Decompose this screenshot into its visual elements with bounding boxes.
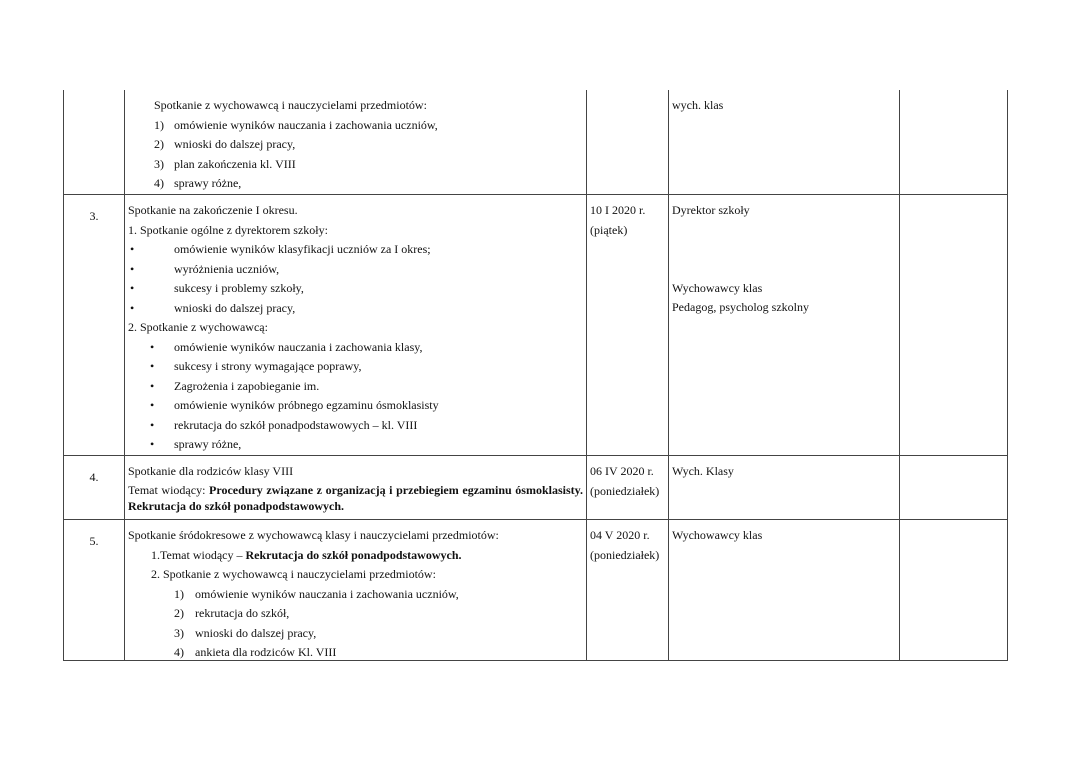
responsible-cell: [672, 526, 897, 546]
meeting-title: Spotkanie z wychowawcą i nauczycielami przedmiotów:: [154, 98, 427, 112]
meeting-topic: 1.Temat wiodący – Rekrutacja do szkół ponadpodstawowych.: [151, 547, 462, 562]
meetings-table: [63, 90, 1008, 661]
list-item: 2) rekrutacja do szkół,: [174, 606, 290, 620]
table-row: [64, 456, 1007, 520]
day-text: (poniedziałek): [590, 483, 660, 498]
list-item: • wyróżnienia uczniów,: [130, 261, 280, 276]
list-item: • omówienie wyników klasyfikacji uczniów za I okres;: [130, 242, 431, 256]
list-item: • sukcesy i strony wymagające poprawy,: [150, 359, 362, 373]
date-cell: [590, 526, 668, 565]
date-cell: [590, 462, 668, 501]
day-text: (poniedziałek): [590, 547, 660, 562]
responsible-text: Dyrektor szkoły: [672, 203, 750, 217]
responsible-cell: [672, 96, 897, 116]
list-item: 4) sprawy różne,: [154, 176, 242, 190]
row-number: 4.: [89, 470, 99, 484]
description-cell: [128, 462, 583, 514]
list-item: 3) wnioski do dalszej pracy,: [174, 625, 317, 640]
responsible-text: Pedagog, psycholog szkolny: [672, 300, 809, 314]
responsible-text: Wychowawcy klas: [672, 528, 763, 542]
row-number: 5.: [89, 534, 99, 548]
list-item: • omówienie wyników próbnego egzaminu ósmoklasisty: [150, 398, 439, 412]
date-text: 10 I 2020 r.: [590, 203, 646, 217]
description-cell: [128, 201, 583, 455]
list-item: 1) omówienie wyników nauczania i zachowania uczniów,: [174, 586, 459, 601]
list-item: • Zagrożenia i zapobieganie im.: [150, 378, 320, 393]
responsible-text: wych. klas: [672, 98, 724, 112]
subheading: 1. Spotkanie ogólne z dyrektorem szkoły:: [128, 222, 328, 237]
responsible-cell: [672, 462, 897, 482]
table-row: [64, 90, 1007, 195]
list-item: 4) ankieta dla rodziców Kl. VIII: [174, 645, 337, 659]
list-item: • omówienie wyników nauczania i zachowania klasy,: [150, 339, 423, 354]
list-item: 3) plan zakończenia kl. VIII: [154, 156, 296, 171]
list-item: 2) wnioski do dalszej pracy,: [154, 137, 296, 151]
date-text: 06 IV 2020 r.: [590, 464, 654, 478]
responsible-text: Wych. Klasy: [672, 464, 734, 478]
description-cell: [128, 96, 583, 194]
meeting-title: Spotkanie śródokresowe z wychowawcą klasy i nauczycielami przedmiotów:: [128, 528, 499, 542]
description-cell: [128, 526, 583, 663]
table-row: [64, 520, 1007, 661]
list-item: 1) omówienie wyników nauczania i zachowania uczniów,: [154, 117, 438, 132]
responsible-cell: [672, 201, 897, 318]
responsible-text: Wychowawcy klas: [672, 280, 763, 295]
list-item: • wnioski do dalszej pracy,: [130, 300, 296, 315]
day-text: (piątek): [590, 222, 628, 237]
meeting-topic: Temat wiodący: Procedury związane z organizacją i przebiegiem egzaminu ósmoklasisty. Rekrutacja do szkół ponadpodstawowych.: [128, 482, 583, 513]
meeting-title: Spotkanie dla rodziców klasy VIII: [128, 464, 294, 478]
meeting-title: Spotkanie na zakończenie I okresu.: [128, 203, 298, 217]
list-item: • sprawy różne,: [150, 437, 242, 451]
table-row: [64, 195, 1007, 456]
subheading: 2. Spotkanie z wychowawcą i nauczycielami przedmiotów:: [151, 567, 436, 581]
list-item: • sukcesy i problemy szkoły,: [130, 281, 304, 295]
date-text: 04 V 2020 r.: [590, 528, 650, 542]
date-cell: [590, 201, 668, 240]
list-item: • rekrutacja do szkół ponadpodstawowych – kl. VIII: [150, 417, 418, 432]
subheading: 2. Spotkanie z wychowawcą:: [128, 320, 268, 334]
row-number: 3.: [89, 209, 99, 223]
